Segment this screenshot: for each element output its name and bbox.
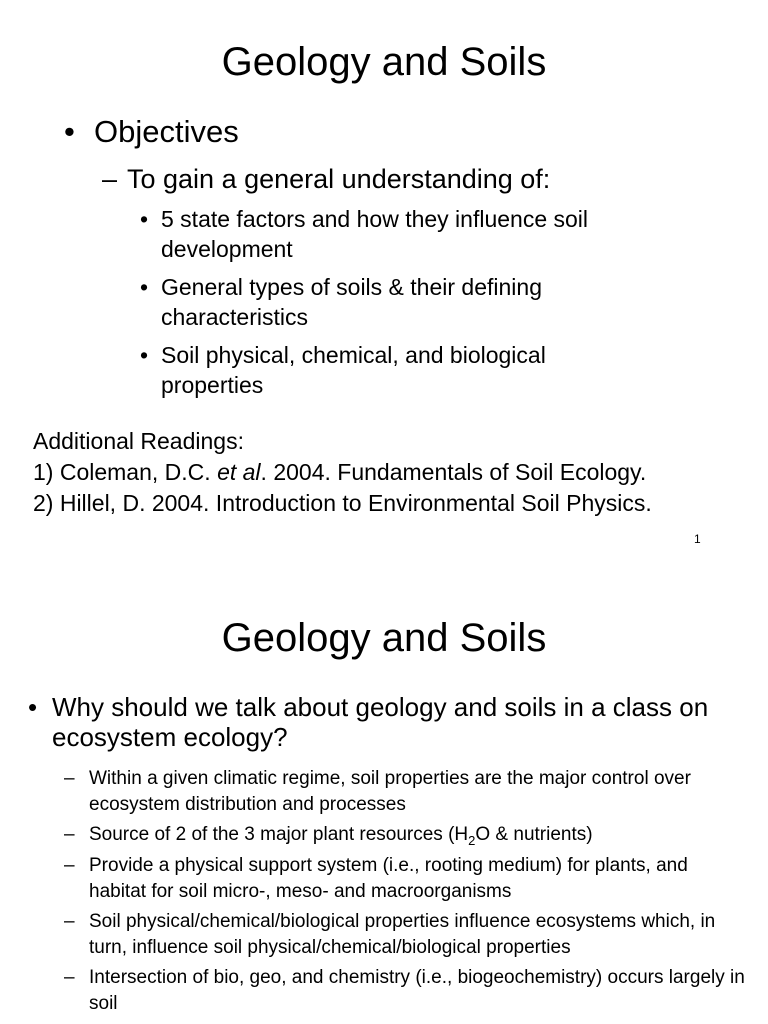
reading-1 (33, 457, 646, 488)
dash-glyph: – (64, 967, 75, 988)
point-2-pre: Source of 2 of the 3 major plant resources (H (89, 824, 469, 845)
point-2-sub: 2 (468, 832, 476, 848)
reading-1-prefix: 1) Coleman, D.C. (33, 459, 218, 485)
bullet-glyph: • (28, 692, 38, 722)
bullet-glyph: • (140, 206, 149, 232)
point-3: Provide a physical support system (i.e., rooting medium) for plants, and habitat for soil micro-, meso- and macroorganisms (89, 855, 688, 902)
point-5: Intersection of bio, geo, and chemistry (i.e., biogeochemistry) occurs largely in soil (89, 967, 745, 1014)
point-2 (89, 822, 739, 854)
objective-item-2: General types of soils & their defining characteristics (161, 274, 542, 330)
dash-glyph: – (64, 768, 75, 789)
objective-item-1: 5 state factors and how they influence soil development (161, 206, 589, 262)
point-1: Within a given climatic regime, soil properties are the major control over ecosystem distribution and processes (89, 768, 691, 815)
reading-2: 2) Hillel, D. 2004. Introduction to Environmental Soil Physics. (33, 490, 652, 516)
question-text: Why should we talk about geology and soils in a class on ecosystem ecology? (52, 692, 709, 752)
point-4: Soil physical/chemical/biological properties influence ecosystems which, in turn, influence soil physical/chemical/biological properties (89, 911, 716, 958)
objectives-bullet-glyph: • (64, 114, 75, 149)
bullet-glyph: • (140, 342, 149, 368)
slide2-title: Geology and Soils (221, 616, 547, 660)
slide1-title: Geology and Soils (221, 40, 547, 84)
reading-1-italic: et al (217, 459, 261, 485)
objective-item-3: Soil physical, chemical, and biological properties (161, 342, 546, 398)
objectives-label: Objectives (94, 114, 239, 149)
readings-heading: Additional Readings: (33, 428, 244, 454)
dash-glyph: – (102, 164, 118, 194)
point-2-post: O & nutrients) (475, 824, 593, 845)
dash-glyph: – (64, 911, 75, 932)
bullet-glyph: • (140, 274, 149, 300)
dash-glyph: – (64, 824, 75, 845)
dash-glyph: – (64, 855, 75, 876)
objective-subheading: To gain a general understanding of: (127, 164, 551, 194)
page-number: 1 (694, 532, 701, 546)
reading-1-suffix: . 2004. Fundamentals of Soil Ecology. (260, 459, 647, 485)
